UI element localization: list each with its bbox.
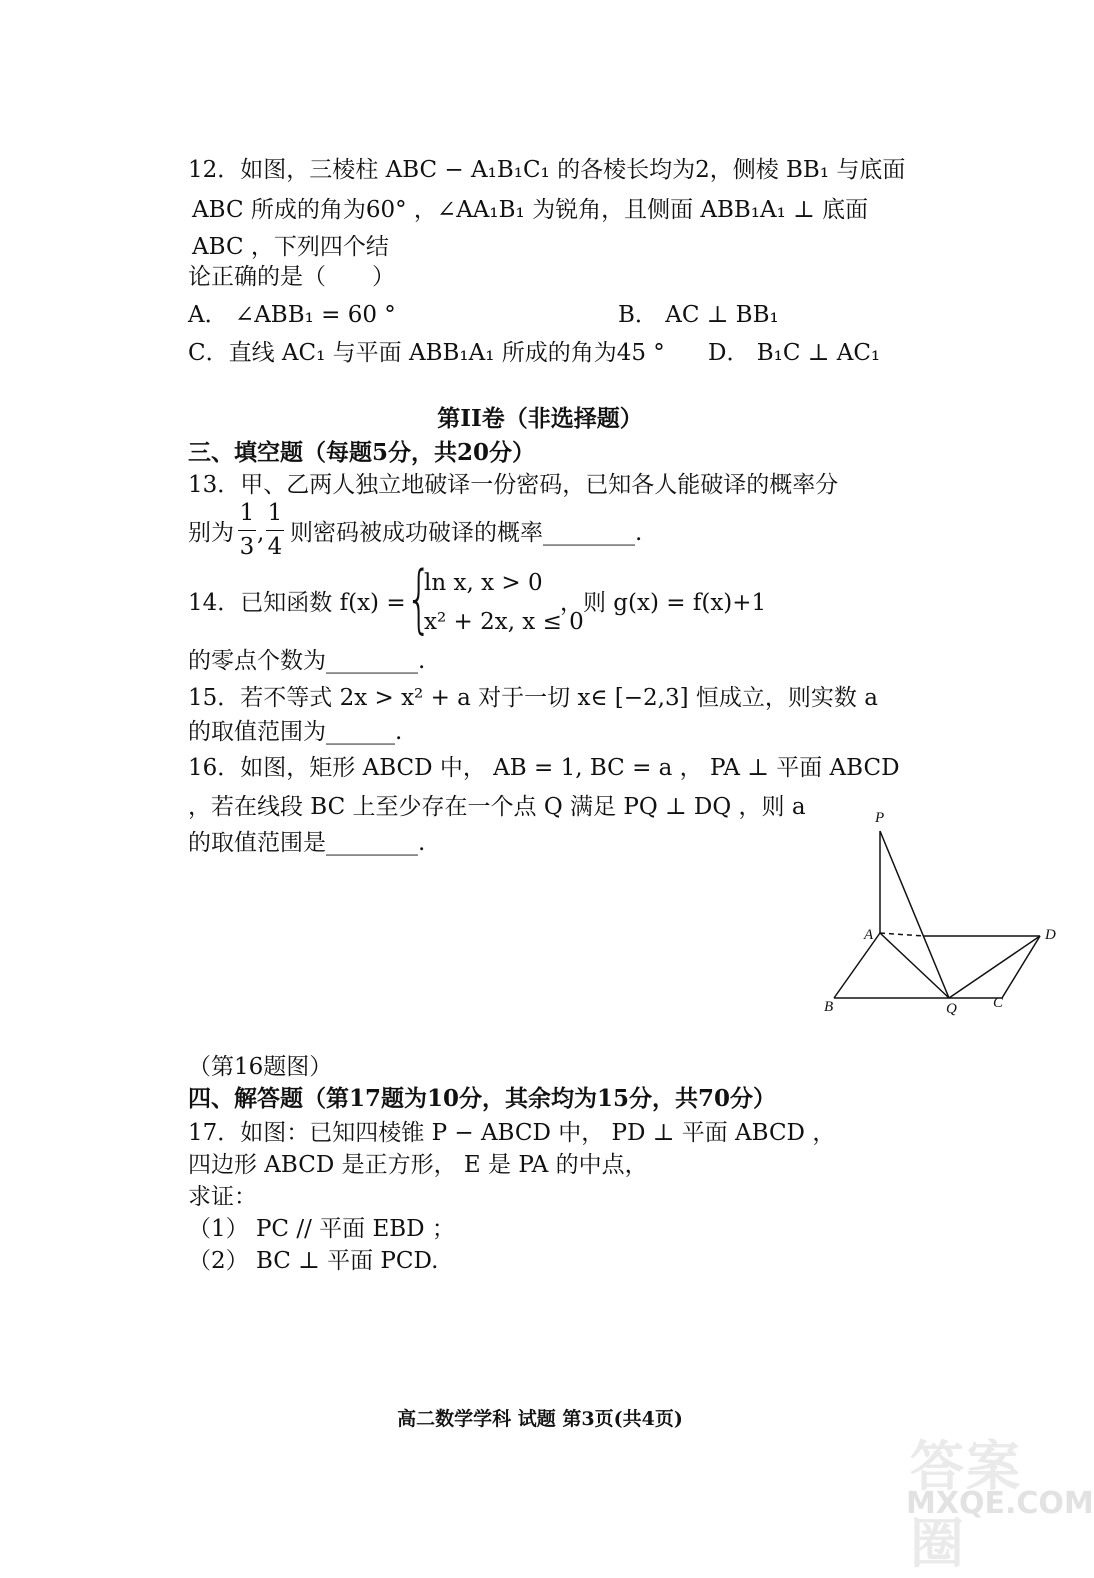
q12-line-3: ABC ，下列四个结 <box>192 234 389 260</box>
label-q: Q <box>946 1001 957 1017</box>
q13-fraction-2-denominator: 4 <box>267 534 283 560</box>
edge-aq <box>880 933 949 998</box>
label-p: P <box>875 810 885 826</box>
q15-line-2: 的取值范围为______. <box>188 719 403 745</box>
watermark-logo-text: 答案圈 <box>910 1435 1022 1575</box>
label-a: A <box>864 927 874 943</box>
q16-line-2: ，若在线段 BC 上至少存在一个点 Q 满足 PQ ⊥ DQ ，则 a <box>188 794 806 820</box>
q13-suffix: 则密码被成功破译的概率________. <box>290 520 643 546</box>
q13-fraction-1-numerator: 1 <box>239 500 255 526</box>
page-footer: 高二数学学科 试题 第3页(共4页) <box>397 1408 683 1430</box>
q13-line-1: 13．甲、乙两人独立地破译一份密码，已知各人能破译的概率分 <box>188 472 839 498</box>
q14-case-2: x² + 2x, x ≤ 0 <box>424 609 584 635</box>
q12-option-c: C．直线 AC₁ 与平面 ABB₁A₁ 所成的角为45 ° <box>188 340 665 366</box>
q17-line-5: （2） BC ⊥ 平面 PCD. <box>188 1248 439 1274</box>
edge-cd <box>1002 936 1040 998</box>
q14-prefix: 14．已知函数 f(x) = <box>188 590 406 616</box>
watermark-url: MXQE.COM <box>906 1486 1094 1521</box>
q13-fraction-2-bar <box>266 530 284 531</box>
site-watermark <box>898 1420 1094 1575</box>
q17-line-2: 四边形 ABCD 是正方形， E 是 PA 的中点， <box>188 1152 648 1178</box>
label-d: D <box>1045 927 1056 943</box>
q12-option-b: B． AC ⊥ BB₁ <box>618 302 779 328</box>
q13-fraction-1-bar <box>238 530 256 531</box>
q12-option-d: D． B₁C ⊥ AC₁ <box>708 340 881 366</box>
part2-title: 第II卷（非选择题） <box>437 405 643 432</box>
q14-line-2: 的零点个数为________. <box>188 648 426 674</box>
q12-line-4: 论正确的是（ ） <box>188 264 395 290</box>
q13-fraction-1-denominator: 3 <box>239 534 255 560</box>
q12-line-1: 12．如图，三棱柱 ABC − A₁B₁C₁ 的各棱长均为2，侧棱 BB₁ 与底面 <box>188 157 906 183</box>
q16-line-1: 16．如图，矩形 ABCD 中， AB = 1, BC = a ， PA ⊥ 平面 ABCD <box>188 755 900 781</box>
q14-case-1: ln x, x > 0 <box>424 570 543 596</box>
q17-line-1: 17．如图：已知四棱锥 P − ABCD 中， PD ⊥ 平面 ABCD ， <box>188 1120 836 1146</box>
q15-line-1: 15．若不等式 2x > x² + a 对于一切 x∈ [−2,3] 恒成立，则实数 a <box>188 685 878 711</box>
q16-figure <box>812 805 1072 1020</box>
edge-dq <box>949 936 1040 998</box>
q16-line-3: 的取值范围是________. <box>188 830 426 856</box>
q14-suffix: ，则 g(x) = f(x)+1 <box>560 590 767 616</box>
q12-option-a: A． ∠ABB₁ = 60 ° <box>188 302 396 328</box>
label-b: B <box>824 999 834 1015</box>
q14-brace: { <box>406 556 432 642</box>
q17-line-4: （1） PC // 平面 EBD ； <box>188 1216 455 1242</box>
q17-line-3: 求证： <box>188 1184 257 1210</box>
section3-heading: 三、填空题（每题5分，共20分） <box>188 439 536 466</box>
q13-comma: , <box>257 520 265 546</box>
edge-pq <box>880 831 949 998</box>
label-c: C <box>993 995 1004 1011</box>
q13-fraction-2-numerator: 1 <box>267 500 283 526</box>
q13-prefix: 别为 <box>188 520 234 546</box>
q12-line-2: ABC 所成的角为60° ，∠AA₁B₁ 为锐角，且侧面 ABB₁A₁ ⊥ 底面 <box>192 197 869 223</box>
edge-a-to-d-hidden <box>880 933 924 936</box>
section4-heading: 四、解答题（第17题为10分，其余均为15分，共70分） <box>188 1085 777 1112</box>
q16-figure-caption: （第16题图） <box>188 1054 333 1080</box>
